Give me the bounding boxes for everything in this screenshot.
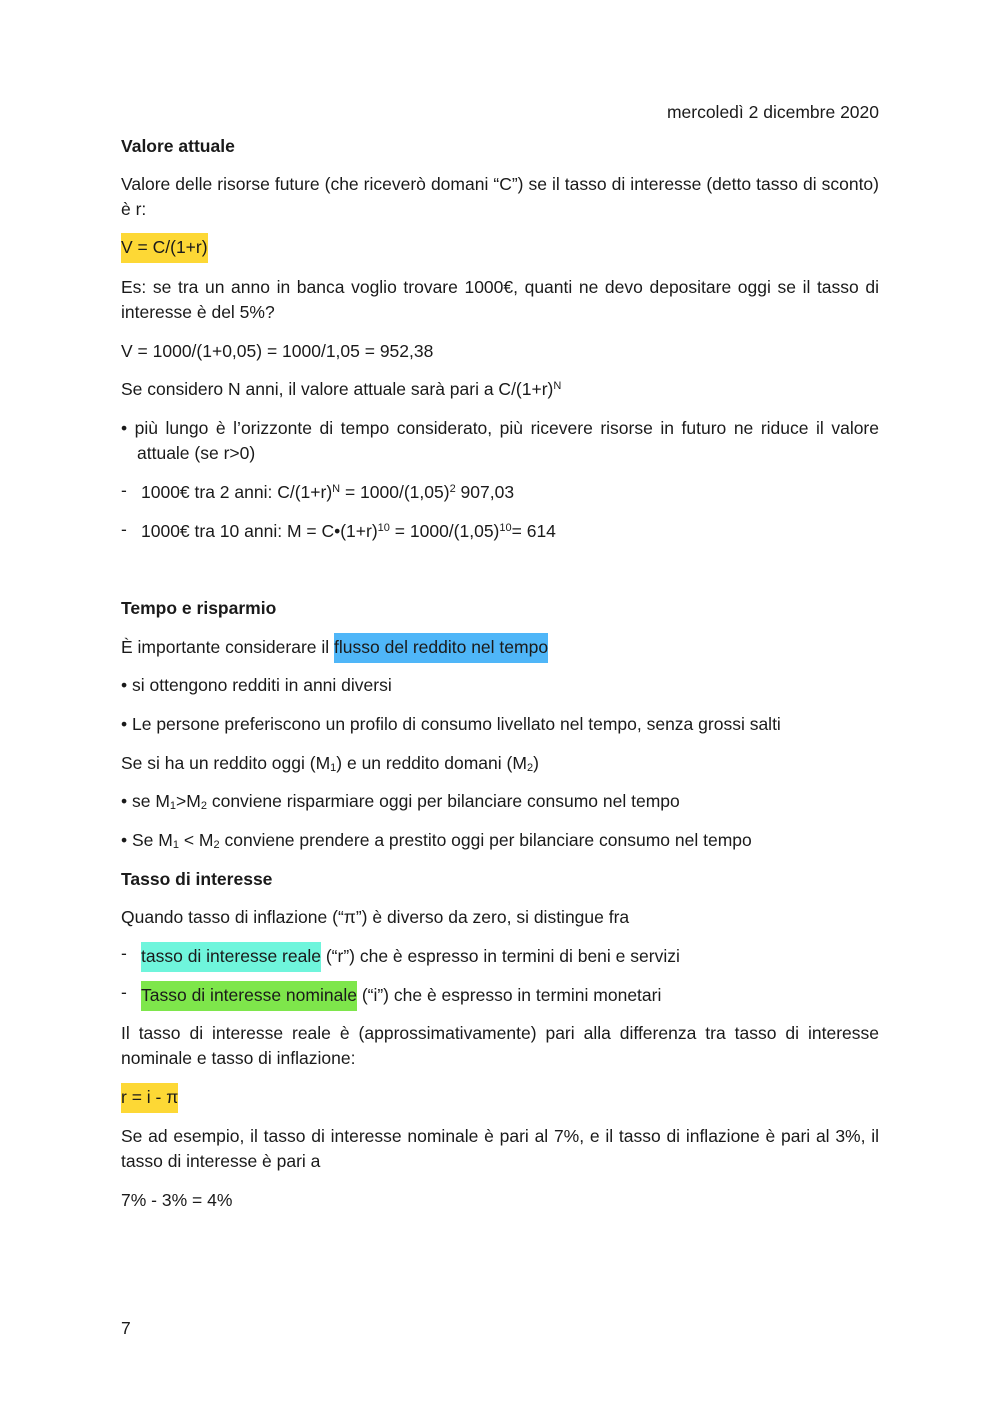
bullet-item: • Se $M_1 < M_2$ conviene prendere a prestito oggi per bilanciare consumo nel tempo — [121, 830, 752, 851]
dash-marker: - — [121, 480, 127, 500]
dash-marker: - — [121, 943, 127, 963]
section-title-tasso-di-interesse: Tasso di interesse — [121, 869, 273, 889]
dash-marker: - — [121, 519, 127, 539]
page-date: mercoledì 2 dicembre 2020 — [666, 102, 879, 122]
formula-tasso-reale — [121, 1085, 178, 1110]
section-title-tempo-e-risparmio: Tempo e risparmio — [121, 598, 277, 618]
highlight-tasso-reale: tasso di interesse reale — [141, 942, 321, 972]
highlight-flusso: flusso del reddito nel tempo — [334, 633, 548, 663]
paragraph: Valore delle risorse future (che riceverò domani “C”) se il tasso di interesse (detto tasso di sconto) è r: — [121, 174, 879, 219]
paragraph: Se si ha un reddito oggi $(M_1)$ e un reddito domani $(M_2)$ — [121, 753, 539, 774]
paragraph: Il tasso di interesse reale è (approssimativamente) pari alla differenza tra tasso di interesse nominale e tasso di inflazione: — [121, 1023, 879, 1068]
paragraph: Se ad esempio, il tasso di interesse nominale è pari al 7%, e il tasso di inflazione è pari al 3%, il tasso di interesse è pari a — [121, 1126, 879, 1171]
section-title-valore-attuale: Valore attuale — [121, 136, 235, 156]
dash-item: 1000€ tra 2 anni: $C/(1+r)^N = 1000/(1,05)^2$ 907,03 — [141, 482, 515, 502]
highlight-tasso-nominale: Tasso di interesse nominale — [141, 981, 357, 1011]
bullet-item: • più lungo è l’orizzonte di tempo considerato, più ricevere risorse in futuro ne riduce il valore attuale (se r>0) — [121, 418, 879, 463]
bullet-item: • se $M_1>M_2$ conviene risparmiare oggi per bilanciare consumo nel tempo — [121, 791, 680, 812]
bullet-item: • Le persone preferiscono un profilo di consumo livellato nel tempo, senza grossi salti — [121, 714, 781, 734]
bullet-item: • si ottengono redditi in anni diversi — [121, 675, 392, 695]
paragraph: Quando tasso di inflazione (“π”) è diverso da zero, si distingue fra — [121, 907, 630, 927]
formula-valore-attuale — [121, 235, 208, 260]
paragraph: Es: se tra un anno in banca voglio trovare 1000€, quanti ne devo depositare oggi se il tasso di interesse è del 5%? — [121, 277, 879, 322]
page-number: 7 — [121, 1318, 131, 1338]
calculation: 7% - 3% = 4% — [121, 1190, 233, 1210]
paragraph: È importante considerare il flusso del reddito nel tempo — [121, 635, 548, 660]
paragraph: Se considero N anni, il valore attuale sarà pari a $C/(1+r)^N$ — [121, 379, 562, 399]
formula-highlight: V = C/(1+r) — [121, 233, 208, 263]
dash-item: Tasso di interesse nominale (“i”) che è espresso in termini monetari — [141, 983, 661, 1008]
formula-highlight: r = i - π — [121, 1083, 178, 1113]
dash-marker: - — [121, 982, 127, 1002]
calculation: V = 1000/(1+0,05) = 1000/1,05 = 952,38 — [121, 341, 434, 361]
dash-item: 1000€ tra 10 anni: $M = C•(1+r)^{10} = 1000/(1,05)^{10}= 614$ — [141, 521, 556, 541]
dash-item: tasso di interesse reale (“r”) che è espresso in termini di beni e servizi — [141, 944, 680, 969]
